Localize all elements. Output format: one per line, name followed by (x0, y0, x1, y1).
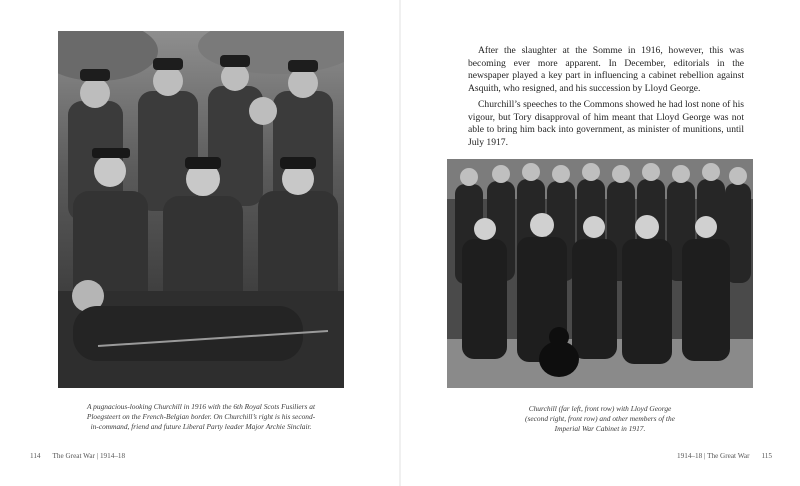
group-portrait-photo-icon (447, 159, 753, 388)
right-page-footer (677, 452, 772, 460)
running-head: The Great War | 1914–18 (52, 452, 126, 460)
left-photo-caption (80, 402, 322, 432)
caption-line: Churchill (far left, front row) with Lloyd George (528, 404, 672, 413)
body-text (468, 45, 744, 153)
caption-line: Imperial War Cabinet in 1917. (554, 424, 646, 433)
right-photo-caption (485, 404, 715, 434)
page-number: 115 (761, 452, 772, 460)
left-page-footer (30, 452, 125, 460)
war-cabinet-group-photo (447, 159, 753, 388)
page-gutter (399, 0, 401, 486)
caption-line: A pugnacious-looking Churchill in 1916 with the 6th Royal Scots Fusiliers at (86, 402, 316, 411)
group-portrait-photo-icon (58, 31, 344, 388)
caption-line: Ploegsteert on the French-Belgian border. On Churchill’s right is his second- (86, 412, 316, 421)
officers-group-photo (58, 31, 344, 388)
paragraph: Churchill’s speeches to the Commons showed he had lost none of his vigour, but Tory disapproval of him meant that Lloyd George was not able to bring him back into government, as minister of munitions, until July 1917. (468, 99, 744, 148)
paragraph: After the slaughter at the Somme in 1916, however, this was becoming ever more apparent. In December, editorials in the newspaper played a key part in influencing a cabinet rebellion against Asquith, who resigned, and his succession by Lloyd George. (468, 45, 744, 94)
caption-line: in-command, friend and future Liberal Party leader Major Archie Sinclair. (90, 422, 312, 431)
running-head: 1914–18 | The Great War (677, 452, 750, 460)
caption-line: (second right, front row) and other members of the (525, 414, 675, 423)
page-number: 114 (30, 452, 41, 460)
